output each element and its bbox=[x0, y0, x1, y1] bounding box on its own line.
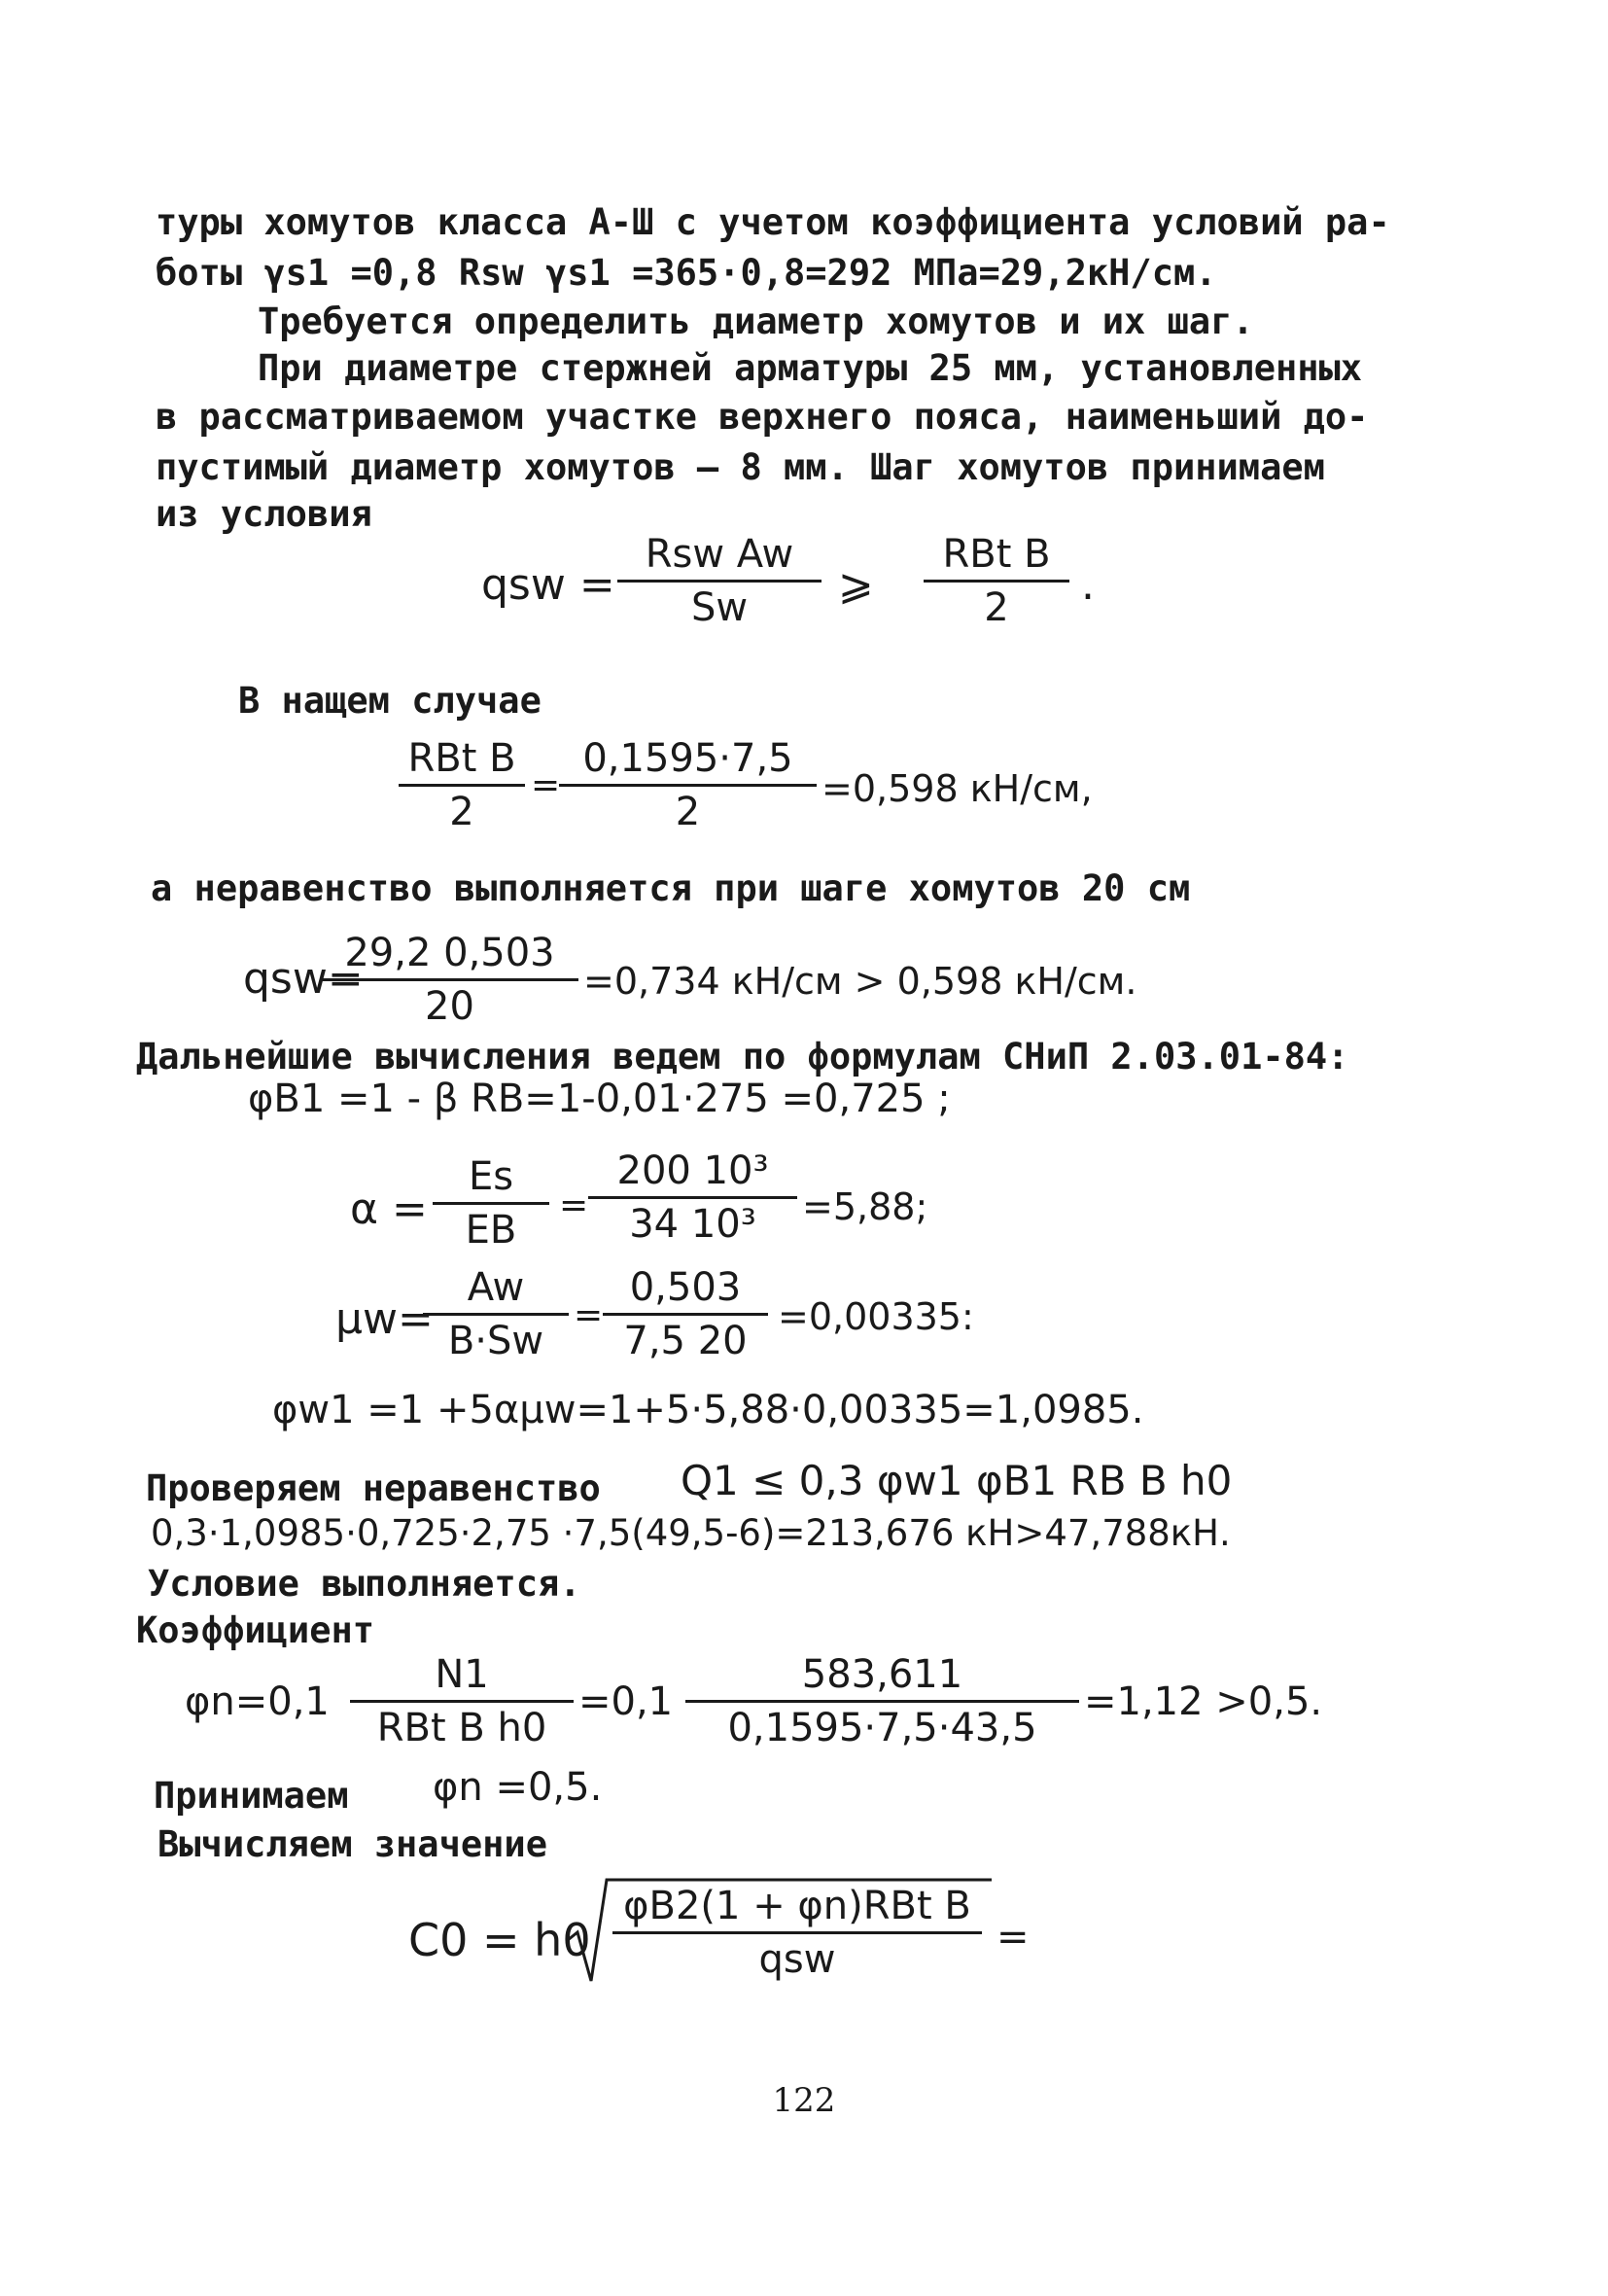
fraction-denominator: 2 bbox=[675, 790, 701, 834]
compute-text: Вычисляем значение bbox=[157, 1823, 547, 1865]
fraction-numerator: 0,503 bbox=[603, 1266, 768, 1316]
accept-text: Принимаем bbox=[154, 1775, 349, 1817]
formula-rbt-frac1 bbox=[399, 737, 525, 833]
fraction-numerator: 200 10³ bbox=[588, 1149, 797, 1199]
fraction-numerator: Es bbox=[433, 1155, 549, 1205]
formula-phi-n-result: =1,12 >0,5. bbox=[1084, 1679, 1323, 1724]
text-line-3: Требуется определить диаметр хомутов и их шаг. bbox=[258, 300, 1254, 342]
case-text: В нащем случае bbox=[238, 680, 542, 722]
page-number: 122 bbox=[772, 2081, 836, 2120]
formula-rbt-frac2 bbox=[559, 737, 817, 833]
check-text: Проверяем неравенство bbox=[146, 1467, 601, 1509]
text-line-2: боты γs1 =0,8 Rsw γs1 =365·0,8=292 МПа=29,2кН/см. bbox=[156, 252, 1217, 294]
condition-text: Условие выполняется. bbox=[148, 1563, 581, 1605]
fraction-denominator: 2 bbox=[984, 585, 1009, 630]
fraction-denominator: 34 10³ bbox=[629, 1202, 756, 1247]
formula-qsw-lhs: qsw = bbox=[481, 560, 615, 610]
fraction-denominator: B·Sw bbox=[447, 1319, 544, 1363]
formula-phi-n-frac2 bbox=[685, 1653, 1079, 1749]
formula-qsw2-frac bbox=[321, 932, 578, 1028]
check-calculation: 0,3·1,0985·0,725·2,75 ·7,5(49,5-6)=213,676 кН>47,788кН. bbox=[151, 1512, 1231, 1554]
text-line-6: пустимый диаметр хомутов – 8 мм. Шаг хомутов принимаем bbox=[156, 446, 1325, 488]
formula-alpha-result: =5,88; bbox=[802, 1185, 928, 1228]
formula-c0-end: = bbox=[996, 1915, 1030, 1960]
formula-qsw-frac1 bbox=[617, 533, 821, 629]
check-formula: Q1 ≤ 0,3 φw1 φB1 RB B h0 bbox=[681, 1457, 1233, 1504]
formula-rbt-eq: = bbox=[531, 765, 561, 805]
text-line-1: туры хомутов класса А-Ш с учетом коэффициента условий ра- bbox=[156, 201, 1390, 243]
text-line-4: При диаметре стержней арматуры 25 мм, установленных bbox=[258, 347, 1363, 389]
fraction-numerator: φB2(1 + φn)RBt B bbox=[612, 1885, 982, 1934]
formula-c0-lhs: C0 = h0 bbox=[408, 1914, 591, 1966]
formula-phi-b1: φB1 =1 - β RB=1-0,01·275 =0,725 ; bbox=[248, 1077, 951, 1121]
fraction-numerator: Aw bbox=[423, 1266, 569, 1316]
formula-phi-n-frac1 bbox=[350, 1653, 574, 1749]
formula-mu-result: =0,00335: bbox=[778, 1295, 974, 1338]
formula-phi-n-lhs: φn=0,1 bbox=[185, 1679, 330, 1724]
formula-qsw2-lhs: qsw= bbox=[243, 954, 364, 1004]
formula-qsw-end: . bbox=[1081, 560, 1095, 610]
fraction-numerator: RBt B bbox=[399, 737, 525, 787]
inequality-text: а неравенство выполняется при шаге хомутов 20 см bbox=[151, 867, 1191, 909]
fraction-denominator: 20 bbox=[425, 984, 474, 1029]
formula-phi-n-mid: =0,1 bbox=[578, 1679, 674, 1724]
formula-mu-eq: = bbox=[574, 1295, 604, 1335]
coef-text: Коэффициент bbox=[136, 1609, 375, 1651]
text-line-7: из условия bbox=[156, 493, 372, 535]
fraction-denominator: Sw bbox=[690, 585, 749, 630]
fraction-denominator: 2 bbox=[449, 790, 474, 834]
fraction-numerator: RBt B bbox=[924, 533, 1069, 583]
fraction-numerator: 583,611 bbox=[685, 1653, 1079, 1703]
accept-formula: φn =0,5. bbox=[433, 1765, 603, 1810]
fraction-numerator: N1 bbox=[350, 1653, 574, 1703]
formula-alpha-frac2 bbox=[588, 1149, 797, 1246]
formula-phi-w1: φw1 =1 +5αμw=1+5·5,88·0,00335=1,0985. bbox=[272, 1388, 1144, 1432]
formula-qsw2-result: =0,734 кН/см > 0,598 кН/см. bbox=[583, 960, 1137, 1003]
formula-mu-frac1 bbox=[423, 1266, 569, 1362]
further-text: Дальнейшие вычисления ведем по формулам СНиП 2.03.01-84: bbox=[136, 1036, 1349, 1077]
fraction-numerator: Rsw Aw bbox=[617, 533, 821, 583]
fraction-numerator: 29,2 0,503 bbox=[321, 932, 578, 981]
formula-alpha-eq: = bbox=[559, 1185, 589, 1225]
fraction-denominator: qsw bbox=[758, 1937, 836, 1982]
formula-rbt-result: =0,598 кН/см, bbox=[821, 767, 1093, 810]
formula-alpha-lhs: α = bbox=[350, 1184, 428, 1234]
fraction-numerator: 0,1595·7,5 bbox=[559, 737, 817, 787]
text-line-5: в рассматриваемом участке верхнего пояса, наименьший до- bbox=[156, 396, 1369, 438]
formula-c0-frac bbox=[612, 1885, 982, 1981]
formula-qsw-frac2 bbox=[924, 533, 1069, 629]
formula-mu-frac2 bbox=[603, 1266, 768, 1362]
formula-qsw-relation: ⩾ bbox=[838, 560, 874, 610]
fraction-denominator: EB bbox=[465, 1208, 517, 1253]
fraction-denominator: 0,1595·7,5·43,5 bbox=[727, 1706, 1037, 1750]
fraction-denominator: RBt B h0 bbox=[376, 1706, 547, 1750]
formula-mu-lhs: μw= bbox=[335, 1294, 434, 1344]
fraction-denominator: 7,5 20 bbox=[623, 1319, 748, 1363]
formula-alpha-frac1 bbox=[433, 1155, 549, 1252]
